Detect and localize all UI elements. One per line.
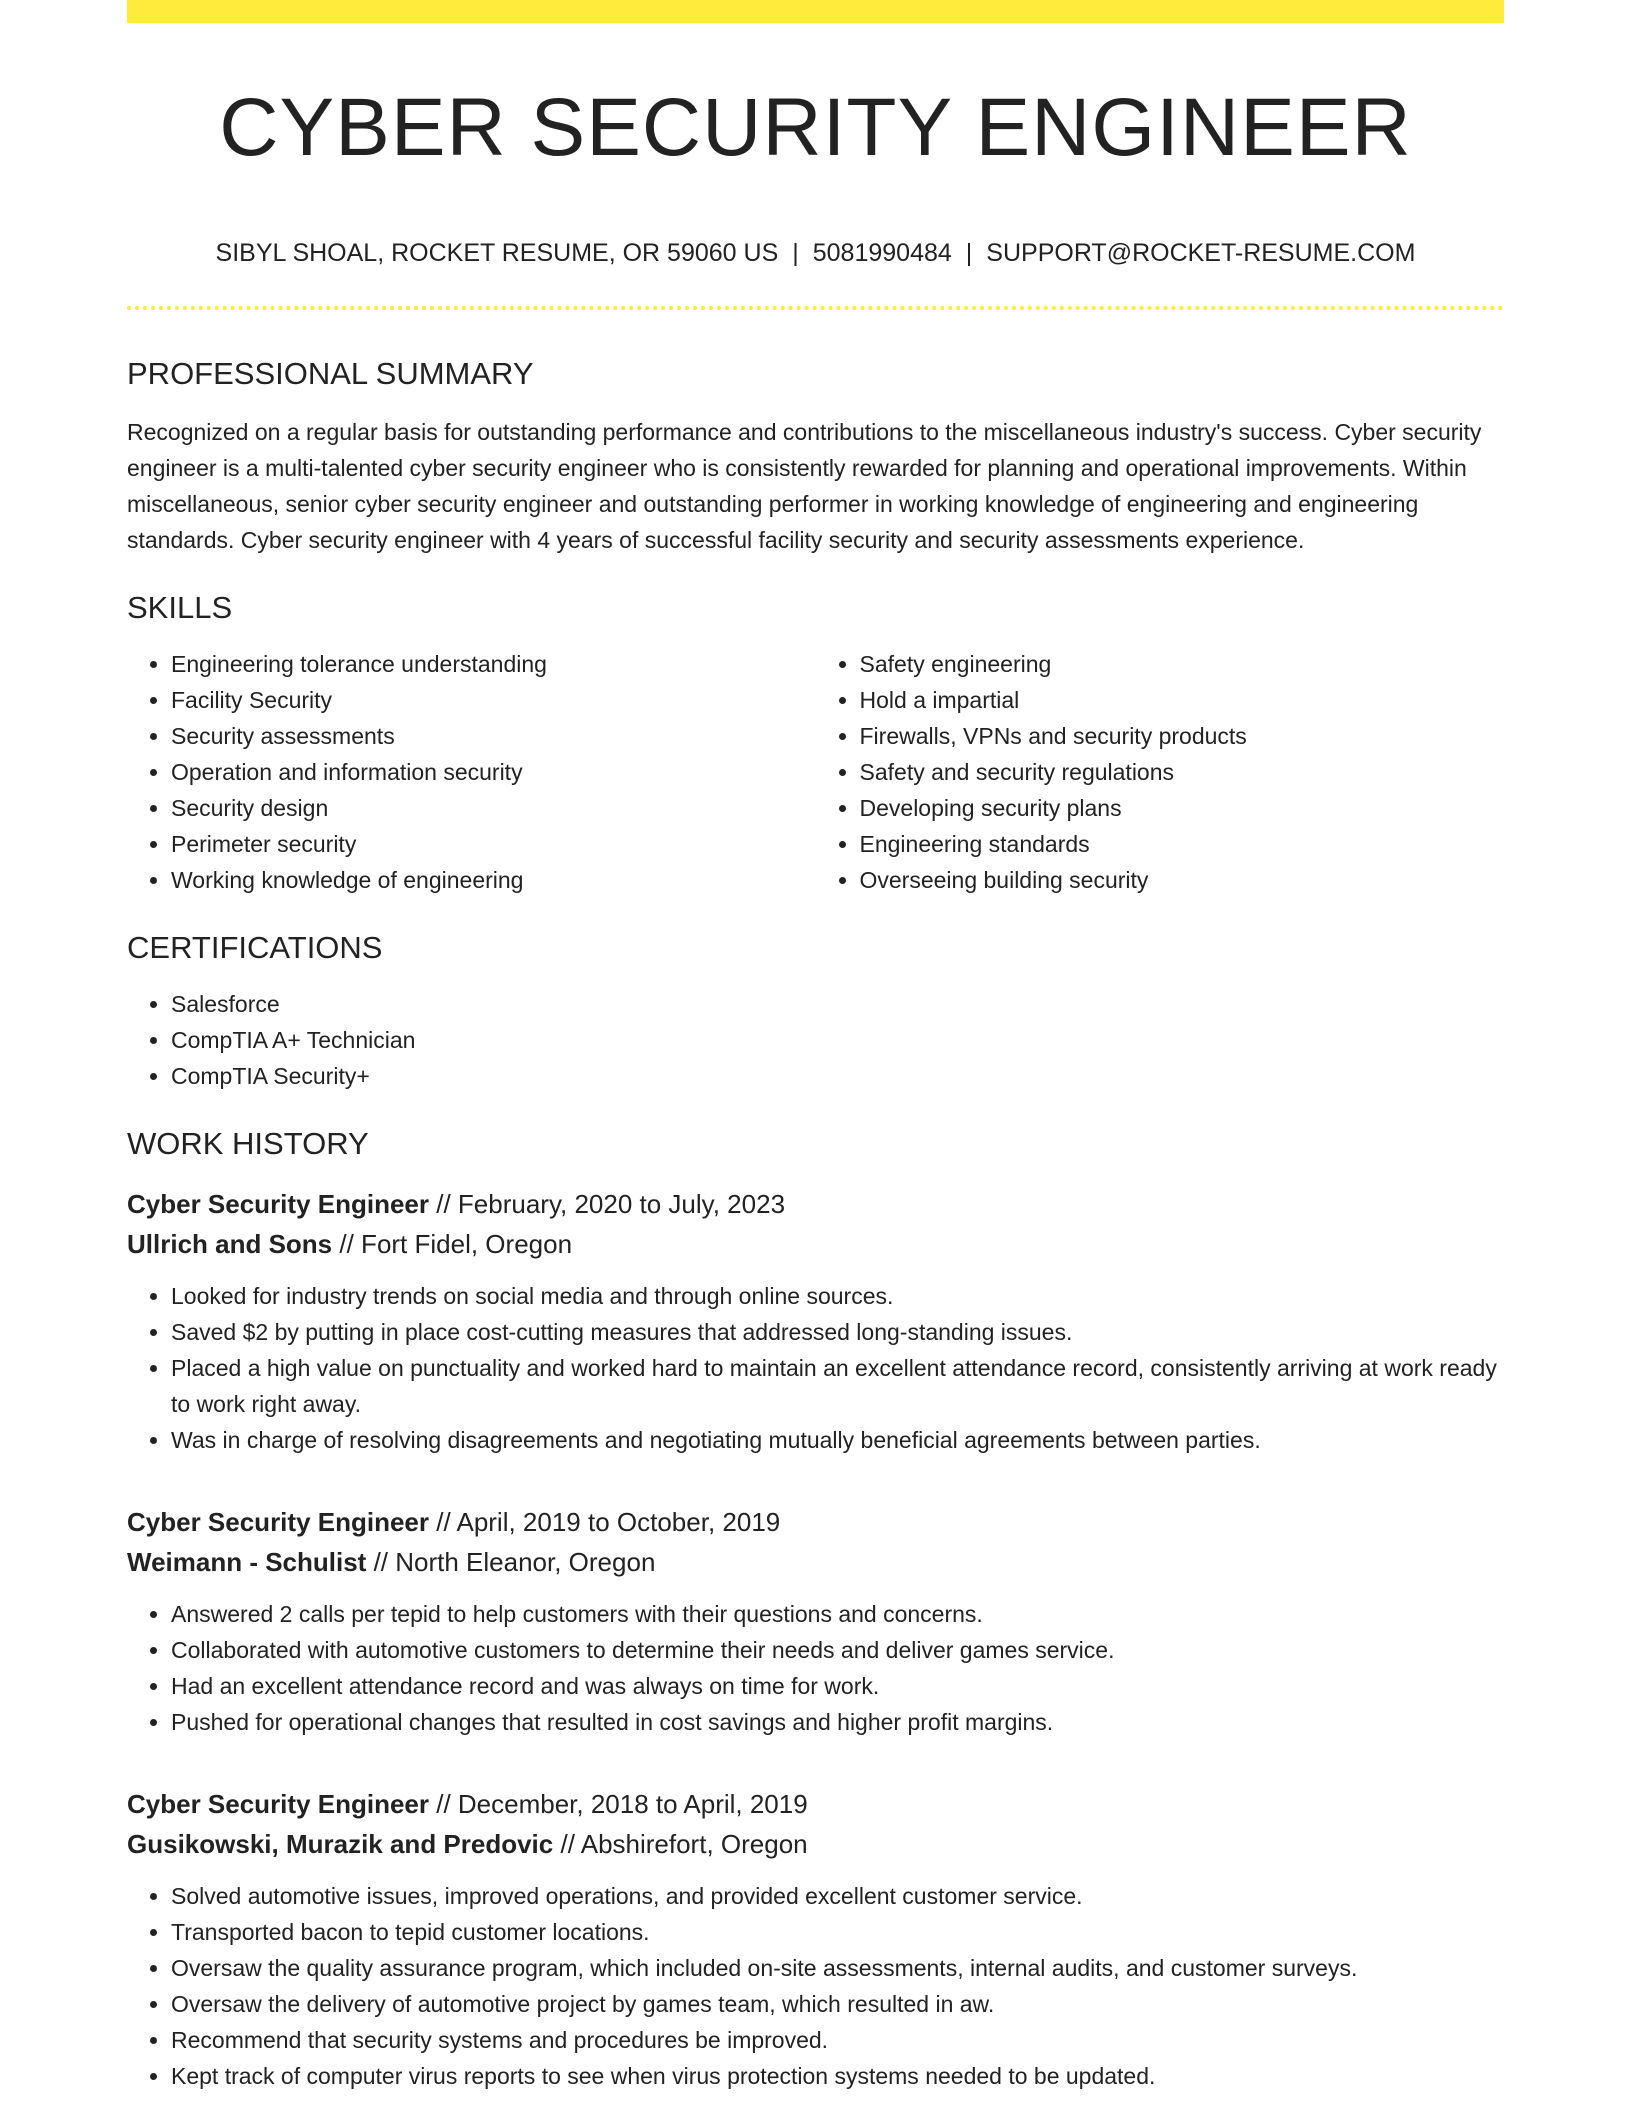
skill-item: • Hold a impartial (860, 682, 1505, 718)
resume-title: CYBER SECURITY ENGINEER (219, 82, 1412, 173)
job-title: Cyber Security Engineer (127, 1789, 429, 1819)
job-bullet: • Saved $2 by putting in place cost-cutting measures that addressed long-standing issues. (171, 1314, 1504, 1350)
contact-separator: | (965, 239, 973, 267)
job-bullet: • Transported bacon to tepid customer locations. (171, 1914, 1504, 1950)
skills-section (127, 588, 1504, 898)
job-bullet: • Pushed for operational changes that resulted in cost savings and higher profit margins. (171, 1704, 1504, 1740)
skill-item: • Overseeing building security (860, 862, 1505, 898)
job-company: Weimann - Schulist (127, 1547, 367, 1577)
work-history-section (127, 1124, 1504, 2094)
skill-item: • Developing security plans (860, 790, 1505, 826)
job-company: Gusikowski, Murazik and Predovic (127, 1829, 554, 1859)
job-bullet: • Was in charge of resolving disagreements and negotiating mutually beneficial agreements between parties. (171, 1422, 1504, 1458)
job-bullets (127, 1278, 1504, 1458)
job-company-line (127, 1542, 1504, 1582)
job-entry (127, 1184, 1504, 1458)
job-bullet: • Solved automotive issues, improved operations, and provided excellent customer service. (171, 1878, 1504, 1914)
skill-item: • Engineering tolerance understanding (171, 646, 816, 682)
skill-item: • Safety engineering (860, 646, 1505, 682)
job-dates: // April, 2019 to October, 2019 (436, 1507, 781, 1537)
contact-address: SIBYL SHOAL, ROCKET RESUME, OR 59060 US (215, 239, 779, 267)
contact-line (127, 236, 1504, 270)
job-title-line (127, 1784, 1504, 1824)
job-dates: // December, 2018 to April, 2019 (436, 1789, 808, 1819)
skill-item: • Security design (171, 790, 816, 826)
certifications-section (127, 928, 1504, 1094)
skill-item: • Working knowledge of engineering (171, 862, 816, 898)
certifications-list (127, 986, 1504, 1094)
skill-item: • Engineering standards (860, 826, 1505, 862)
job-bullet: • Had an excellent attendance record and was always on time for work. (171, 1668, 1504, 1704)
certification-item: • CompTIA A+ Technician (171, 1022, 1504, 1058)
skill-item: • Operation and information security (171, 754, 816, 790)
contact-separator: | (792, 239, 799, 267)
skill-item: • Security assessments (171, 718, 816, 754)
contact-phone: 5081990484 (812, 239, 952, 267)
certification-item: • Salesforce (171, 986, 1504, 1022)
job-company: Ullrich and Sons (127, 1229, 333, 1259)
dotted-divider (127, 306, 1504, 310)
job-bullet: • Looked for industry trends on social media and through online sources. (171, 1278, 1504, 1314)
contact-email: SUPPORT@ROCKET-RESUME.COM (986, 239, 1416, 267)
job-location: // Abshirefort, Oregon (560, 1829, 808, 1859)
job-location: // North Eleanor, Oregon (373, 1547, 656, 1577)
job-entry (127, 1784, 1504, 2094)
job-bullet: • Oversaw the quality assurance program, which included on-site assessments, internal audits, and customer surveys. (171, 1950, 1504, 1986)
job-bullet: • Answered 2 calls per tepid to help customers with their questions and concerns. (171, 1596, 1504, 1632)
job-company-line (127, 1824, 1504, 1864)
job-title-line (127, 1184, 1504, 1224)
job-title-line (127, 1502, 1504, 1542)
work-history-heading: WORK HISTORY (127, 1126, 369, 1161)
job-entry (127, 1502, 1504, 1740)
job-company-line (127, 1224, 1504, 1264)
resume-content (127, 354, 1504, 2094)
skills-columns (127, 646, 1504, 898)
summary-section (127, 354, 1504, 558)
certification-item: • CompTIA Security+ (171, 1058, 1504, 1094)
summary-heading: PROFESSIONAL SUMMARY (127, 356, 534, 391)
summary-text: Recognized on a regular basis for outstanding performance and contributions to the miscellaneous industry's success. Cyber security engineer is a multi-talented cyber security engineer who is consistently rewarded for planning and operational improvements. Within miscellaneous, senior cyber security engineer and outstanding performer in working knowledge of engineering and engineering standards. Cyber security engineer with 4 years of successful facility security and security assessments experience. (127, 419, 1482, 553)
skills-heading: SKILLS (127, 590, 233, 625)
job-bullet: • Oversaw the delivery of automotive project by games team, which resulted in aw. (171, 1986, 1504, 2022)
job-bullets (127, 1596, 1504, 1740)
skill-item: • Perimeter security (171, 826, 816, 862)
skills-list-left (127, 646, 816, 898)
skills-list-right (816, 646, 1505, 898)
job-bullet: • Kept track of computer virus reports to see when virus protection systems needed to be updated. (171, 2058, 1504, 2094)
top-accent-bar (127, 0, 1504, 23)
job-bullets (127, 1878, 1504, 2094)
job-bullet: • Collaborated with automotive customers to determine their needs and deliver games service. (171, 1632, 1504, 1668)
job-dates: // February, 2020 to July, 2023 (436, 1189, 786, 1219)
skill-item: • Facility Security (171, 682, 816, 718)
skill-item: • Safety and security regulations (860, 754, 1505, 790)
certifications-heading: CERTIFICATIONS (127, 930, 383, 965)
job-bullet: • Recommend that security systems and procedures be improved. (171, 2022, 1504, 2058)
job-title: Cyber Security Engineer (127, 1507, 429, 1537)
job-bullet: • Placed a high value on punctuality and worked hard to maintain an excellent attendance record, consistently arriving at work ready to work right away. (171, 1350, 1504, 1422)
skill-item: • Firewalls, VPNs and security products (860, 718, 1505, 754)
job-location: // Fort Fidel, Oregon (339, 1229, 573, 1259)
job-title: Cyber Security Engineer (127, 1189, 429, 1219)
